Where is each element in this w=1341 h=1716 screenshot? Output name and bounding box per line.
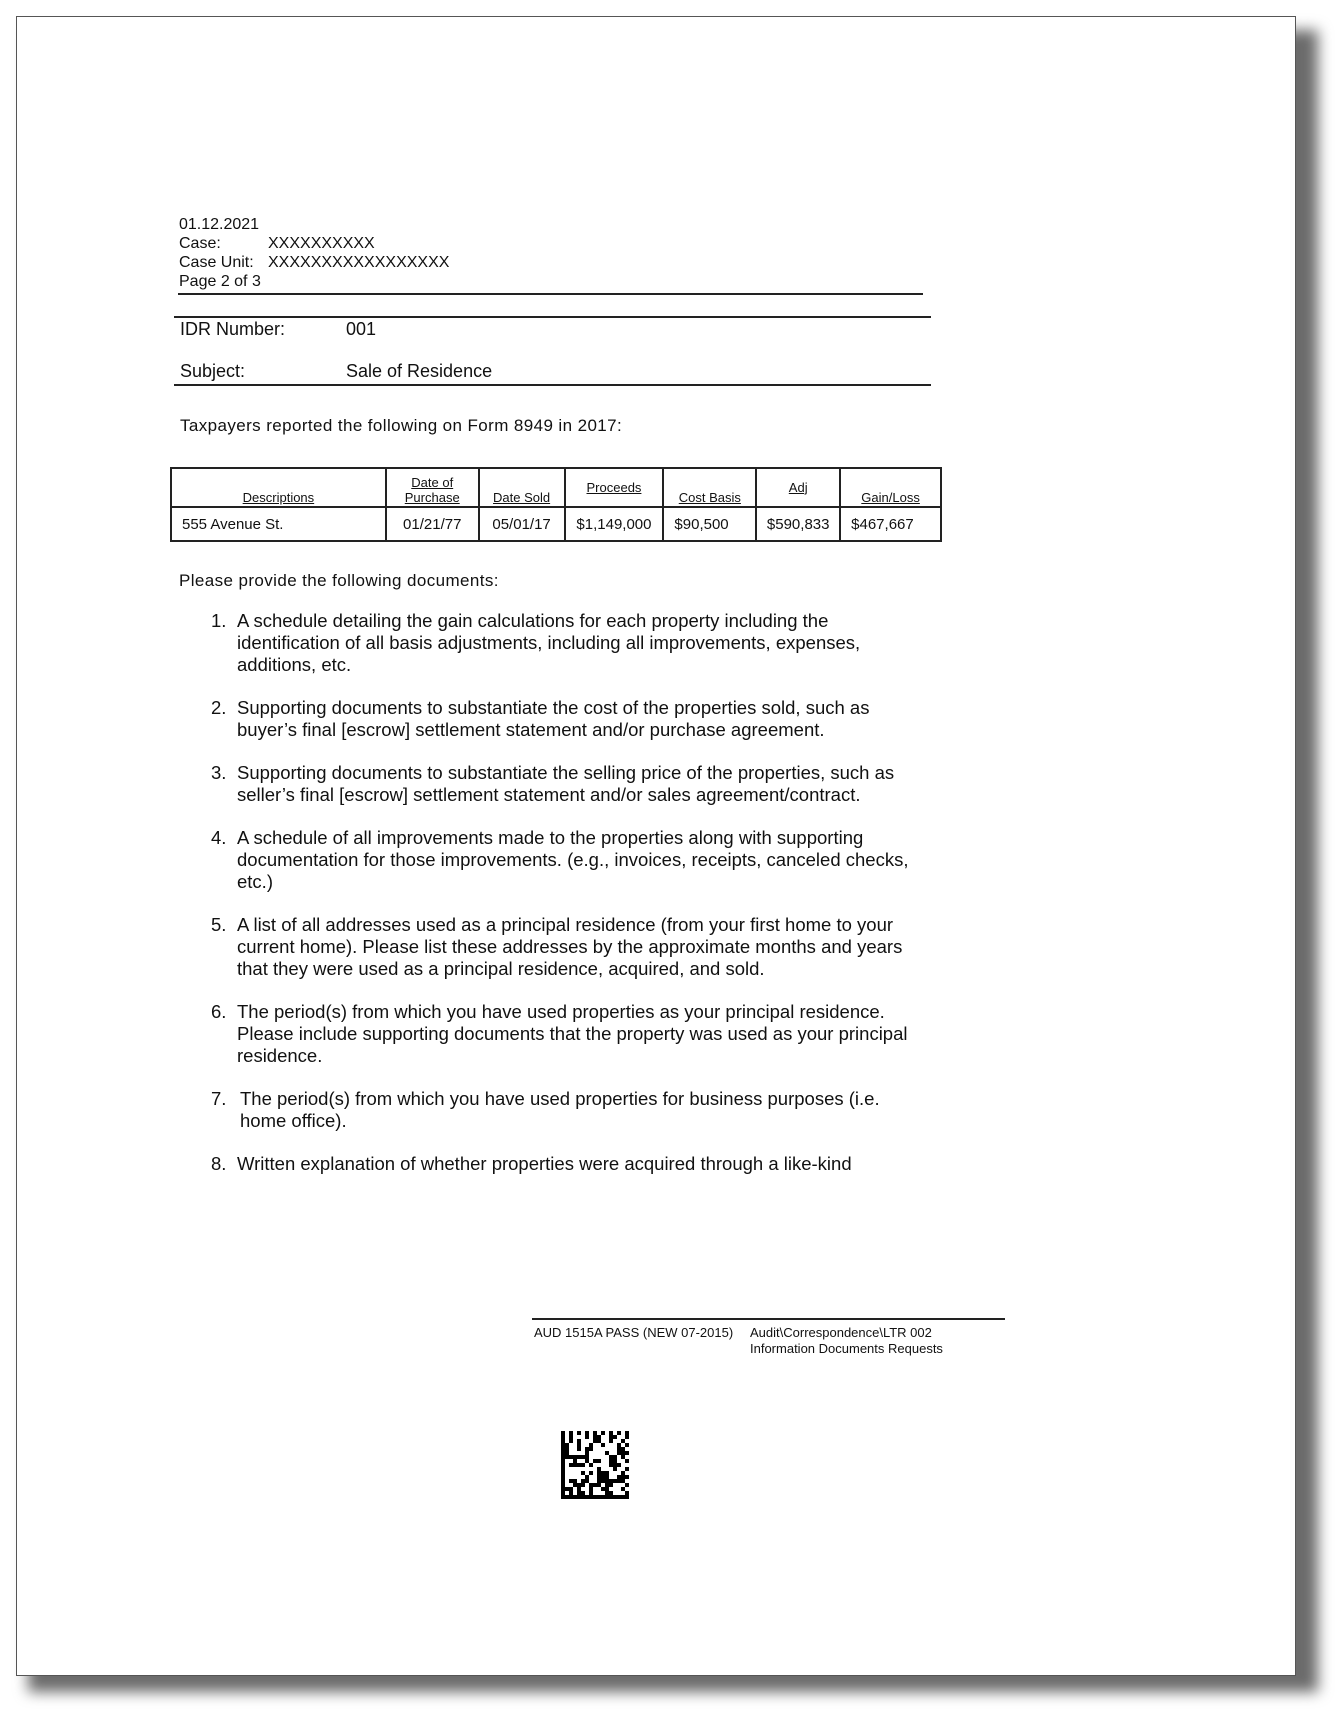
column-header: Date Sold bbox=[479, 468, 565, 507]
case-unit-value: XXXXXXXXXXXXXXXXX bbox=[268, 254, 450, 271]
list-item bbox=[211, 697, 916, 741]
idr-top-rule bbox=[174, 316, 931, 318]
subject-value: Sale of Residence bbox=[346, 361, 493, 381]
item-number: 7. bbox=[211, 1088, 227, 1109]
item-number: 2. bbox=[211, 697, 227, 718]
idr-bottom-rule bbox=[174, 384, 931, 386]
item-number: 8. bbox=[211, 1153, 227, 1174]
page-number: Page 2 of 3 bbox=[179, 273, 261, 290]
table-cell: $467,667 bbox=[840, 507, 941, 541]
barcode-icon bbox=[561, 1430, 629, 1500]
list-item bbox=[211, 1001, 916, 1067]
item-number: 6. bbox=[211, 1001, 227, 1022]
table-cell: $590,833 bbox=[756, 507, 840, 541]
list-item bbox=[211, 762, 916, 806]
table-header-row bbox=[171, 468, 941, 507]
column-header: Descriptions bbox=[171, 468, 386, 507]
column-header: Gain/Loss bbox=[840, 468, 941, 507]
case-label: Case: bbox=[179, 235, 221, 252]
table-row bbox=[171, 507, 941, 541]
item-text: Written explanation of whether properties were acquired through a like-kind bbox=[237, 1153, 852, 1174]
form-intro: Taxpayers reported the following on Form 8949 in 2017: bbox=[180, 416, 623, 435]
list-item bbox=[211, 610, 916, 676]
item-number: 3. bbox=[211, 762, 227, 783]
column-header: Proceeds bbox=[565, 468, 664, 507]
item-number: 1. bbox=[211, 610, 227, 631]
footer-rule bbox=[532, 1318, 1005, 1320]
list-item bbox=[211, 914, 916, 980]
header-date: 01.12.2021 bbox=[179, 216, 260, 233]
column-header: Date of Purchase bbox=[386, 468, 479, 507]
idr-number-label: IDR Number: bbox=[180, 319, 286, 339]
header-rule bbox=[178, 293, 923, 295]
case-unit-label: Case Unit: bbox=[179, 254, 254, 271]
item-text: A list of all addresses used as a principal residence (from your first home to your current home). Please list these addresses by the approximate months and years that they were used as a principal residence, acquired, and sold. bbox=[237, 914, 903, 979]
table-cell: 555 Avenue St. bbox=[171, 507, 386, 541]
item-text: Supporting documents to substantiate the cost of the properties sold, such as buyer’s final [escrow] settlement statement and/or purchase agreement. bbox=[237, 697, 870, 740]
table-cell: 01/21/77 bbox=[386, 507, 479, 541]
list-item bbox=[211, 1153, 916, 1175]
document-request-list bbox=[211, 610, 916, 1196]
footer-form-id: AUD 1515A PASS (NEW 07-2015) bbox=[534, 1325, 734, 1340]
list-item bbox=[211, 827, 916, 893]
form-8949-table bbox=[170, 467, 942, 542]
list-item bbox=[211, 1088, 916, 1132]
footer-path: Audit\Correspondence\LTR 002 bbox=[750, 1325, 932, 1340]
item-text: A schedule of all improvements made to the properties along with supporting documentation for those improvements. (e.g., invoices, receipts, canceled checks, etc.) bbox=[237, 827, 909, 892]
column-header: Cost Basis bbox=[663, 468, 756, 507]
request-intro: Please provide the following documents: bbox=[179, 571, 499, 590]
item-text: A schedule detailing the gain calculations for each property including the identification of all basis adjustments, including all improvements, expenses, additions, etc. bbox=[237, 610, 861, 675]
case-value: XXXXXXXXXX bbox=[268, 235, 375, 252]
table-cell: 05/01/17 bbox=[479, 507, 565, 541]
idr-number-value: 001 bbox=[346, 319, 377, 339]
table-cell: $1,149,000 bbox=[565, 507, 664, 541]
subject-label: Subject: bbox=[180, 361, 246, 381]
item-text: Supporting documents to substantiate the selling price of the properties, such as seller’s final [escrow] settlement statement and/or sales agreement/contract. bbox=[237, 762, 895, 805]
column-header: Adj bbox=[756, 468, 840, 507]
item-number: 5. bbox=[211, 914, 227, 935]
item-text: The period(s) from which you have used properties as your principal residence. Please include supporting documents that the property was used as your principal residence. bbox=[237, 1001, 908, 1066]
table-cell: $90,500 bbox=[663, 507, 756, 541]
item-text: The period(s) from which you have used properties for business purposes (i.e. home office). bbox=[240, 1088, 880, 1131]
footer-description: Information Documents Requests bbox=[750, 1341, 943, 1356]
item-number: 4. bbox=[211, 827, 227, 848]
